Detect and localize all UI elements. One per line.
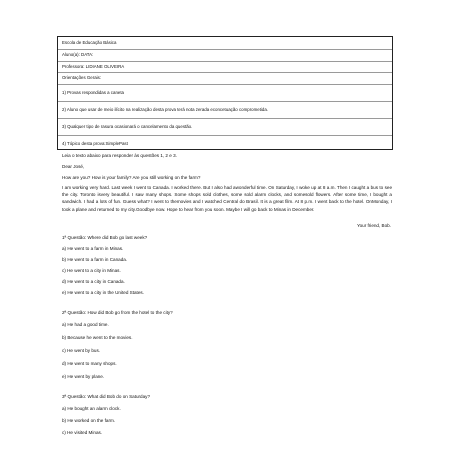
header-divider <box>58 72 392 73</box>
student-date-field: Aluno(a): DATA: <box>62 52 94 57</box>
question-prompt: 2ª Questão: How did Bob go from the hotel to the city? <box>62 310 173 315</box>
answer-option: c) He went by bus. <box>62 348 101 353</box>
header-divider <box>58 49 392 50</box>
answer-option: b) He went to a farm in Canada. <box>62 257 128 262</box>
rule-item: 1) Provas respondidas a caneta <box>62 90 124 95</box>
instructions: Leia o texto abaixo para responder às questões 1, 2 e 3. <box>62 153 177 158</box>
answer-option: e) He went to a city in the United States. <box>62 290 144 295</box>
header-divider <box>58 118 392 119</box>
rule-item: 4) Tópico desta prova:SimplePast <box>62 141 128 146</box>
header-divider <box>58 135 392 136</box>
rule-item: 3) Qualquer tipo de rasura ocasionará o cancelamento da questão. <box>62 124 193 129</box>
header-box <box>57 36 393 150</box>
rule-item: 2) Aluno que usar de meio ilícito na realização desta prova terá nota zerada econcetuação comprometida. <box>62 107 268 112</box>
header-divider <box>58 101 392 102</box>
letter-closing: Your friend, Bob. <box>356 223 391 228</box>
letter-opening: How are you? How is your family? Are you still working on the farm? <box>62 175 201 180</box>
letter-body: I am working very hard. Last week I went to Canada. I worked there. But I also had awonderful time. On Saturday, I woke up at 8 a.m. Then I caught a bus to see the city. Toronto isvery beautiful. I saw many shops. Some shops sold clothes, some sold alarm clocks, and somesold flowers. After some time, I bought a sandwich. I had a lots of fun. Guess what? I went to themovies and I watched Central do Brasil. It is a great film. At 8 p.m. I went back to the hotel. OnMonday, I took a plane and returned to my city.Goodbye now. Hope to hear from you soon. Maybe I will go back to Minas in December. <box>62 185 392 212</box>
answer-option: c) He visited Minas. <box>62 430 103 435</box>
answer-option: a) He had a good time. <box>62 322 109 327</box>
question-prompt: 3ª Questão: What did Bob do on Saturday? <box>62 394 151 399</box>
guidelines-title: Orientações Gerais: <box>62 75 102 80</box>
answer-option: a) He went to a farm in Minas. <box>62 246 124 251</box>
answer-option: c) He went to a city in Minas. <box>62 268 121 273</box>
answer-option: b) Because he went to the movies. <box>62 335 133 340</box>
answer-option: b) He worked on the farm. <box>62 418 116 423</box>
header-divider <box>58 61 392 62</box>
letter-greeting: Dear José, <box>62 164 85 169</box>
answer-option: a) He bought an alarm clock. <box>62 406 121 411</box>
answer-option: d) He went to many shops. <box>62 361 117 366</box>
question-prompt: 1ª Questão: Where did Bob go last week? <box>62 235 148 240</box>
header-divider <box>58 84 392 85</box>
answer-option: d) He went to a city in Canada. <box>62 279 125 284</box>
school-name: Escola de Educação Básica <box>62 40 117 45</box>
answer-option: e) He went by plane. <box>62 374 105 379</box>
teacher-name: Professora: LIDIANE OLIVEIRA <box>62 64 125 69</box>
